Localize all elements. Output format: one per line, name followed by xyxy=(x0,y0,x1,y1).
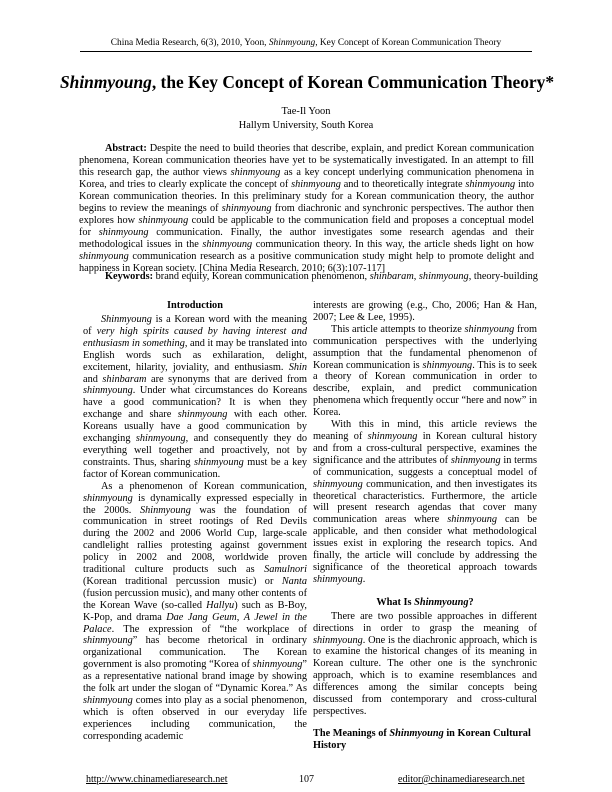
heading-text: in Korean Cultural History xyxy=(313,727,531,751)
intro-text: . Under what circumstances do Koreans have a good communication? It is when they exchange and share xyxy=(83,385,307,421)
author-name: Tae-Il Yoon xyxy=(281,106,331,117)
abstract-term: shinmyoung xyxy=(138,214,189,226)
body-paragraph-outline xyxy=(313,419,537,586)
abstract-text: Despite the need to build theories that describe, explain, and predict Korean communication phenomena, Korean communication theories have yet to be systematically investigated. In an attempt to fill this research gap, the author views xyxy=(79,143,534,178)
body-text: There are two possible approaches in different directions in order to grasp the meaning of xyxy=(313,610,537,634)
intro-term: Shin xyxy=(288,361,307,373)
body-text: in terms of communication, suggests a conceptual model of xyxy=(313,454,537,478)
body-text: . This is to seek a theory of Korean communication in order to describe, explain, and predict communication phenomena which frequently occur “here and now” in Korea. xyxy=(313,359,538,419)
body-term: shinmyoung xyxy=(450,454,501,466)
body-term: shinmyoung xyxy=(313,478,363,490)
abstract-term: shinmyoung xyxy=(291,178,341,190)
intro-term: Nanta xyxy=(281,575,307,587)
body-text: . xyxy=(362,573,366,585)
section-heading-introduction: Introduction xyxy=(167,300,223,311)
intro-text: is a Korean word with the meaning of xyxy=(83,314,307,337)
title-rest: , the Key Concept of Korean Communication Theory* xyxy=(151,72,555,92)
keywords-text: , theory-building xyxy=(468,271,538,282)
right-column xyxy=(313,300,537,754)
intro-text: , and consequently they do everything well together and proactively, not by constraints. Thus, sharing xyxy=(83,433,307,468)
body-text: in Korean cultural history and from a cross-cultural perspective, examines the significance and the attributes of xyxy=(313,430,537,466)
intro-term: Dae Jang Geum xyxy=(166,611,237,623)
keywords-label: Keywords: xyxy=(105,271,154,282)
intro-term: shinmyoung xyxy=(177,409,228,421)
header-rule xyxy=(80,51,532,52)
abstract-text: into Korean communication theories. In this preliminary study for a Korean communication theory, the author begins to review the meanings of xyxy=(79,178,535,214)
intro-term: shinbaram xyxy=(102,373,147,385)
body-text: This article attempts to theorize xyxy=(331,323,465,335)
running-head xyxy=(70,37,542,49)
intro-text: is dynamically expressed especially in the 2000s. xyxy=(83,492,307,516)
intro-term: shinmyoung xyxy=(135,433,186,445)
intro-term: very high spirits caused by having interest and enthusiasm in something xyxy=(83,325,307,349)
body-term: shinmyoung xyxy=(464,323,515,335)
intro-term: Samulnori xyxy=(264,564,307,576)
abstract-text: communication research as a positive communication study might help to promote delight and happiness in Korean society. [China Media Research. 2010; 6(3):107-117] xyxy=(79,250,534,274)
body-term: shinmyoung xyxy=(422,359,473,371)
page-number: 107 xyxy=(299,774,314,785)
abstract-text: and to theoretically integrate xyxy=(340,178,466,190)
heading-text: What Is xyxy=(376,596,415,608)
body-term: shinmyoung xyxy=(313,634,363,646)
body-term: shinmyoung xyxy=(367,430,418,442)
left-column xyxy=(83,300,307,743)
abstract-term: shinmyoung xyxy=(465,178,516,190)
keywords-term: shinmyoung xyxy=(418,271,469,282)
abstract-text: could be applicable to the communication field and proposes a conceptual model for xyxy=(79,214,535,238)
keywords-term: shinbaram xyxy=(369,271,414,282)
intro-term: shinmyoung xyxy=(83,695,133,706)
intro-text: with each other. Koreans usually have a good communication by exchanging xyxy=(83,409,307,445)
abstract-term: shinmyoung xyxy=(98,226,149,238)
body-text: communication, and then investigates its theoretical characteristics. Furthermore, the article will present research agendas that cover many communication areas where xyxy=(313,478,537,526)
intro-term: A Jewel in the Palace xyxy=(83,611,308,635)
intro-paragraph-2 xyxy=(83,481,307,743)
intro-text: As a phenomenon of Korean communication, xyxy=(101,480,307,492)
intro-term: shinmyoung xyxy=(194,456,244,468)
intro-term: Shinmyoung xyxy=(139,504,191,516)
intro-term: shinmyoung xyxy=(83,385,133,397)
author-affiliation: Hallym University, South Korea xyxy=(238,120,374,131)
footer-website-link[interactable]: http://www.chinamediaresearch.net xyxy=(86,774,228,785)
intro-text: must be a key factor of Korean communication. xyxy=(83,456,308,480)
paper-title xyxy=(60,72,555,92)
intro-text: (Korean traditional percussion music) or xyxy=(83,575,282,587)
heading-text: ? xyxy=(468,596,474,608)
keywords-text: brand equity, Korean communication phenomenon, xyxy=(153,271,370,282)
body-text: With this in mind, this article reviews the meaning of xyxy=(313,419,537,442)
abstract-text: communication theory. In this way, the article sheds light on how xyxy=(252,238,534,250)
abstract-label: Abstract: xyxy=(105,143,147,154)
intro-text: ” has become rhetorical in ordinary organizational communication. The Korean government is also promoting “Korea of xyxy=(83,635,307,671)
intro-term: shinmyoung xyxy=(252,659,303,671)
intro-text: (fusion percussion music), and many other contents of the Korean Wave (so-called xyxy=(83,587,307,611)
abstract-text: from diachronic and synchronic perspectives. The author then explores how xyxy=(79,202,534,226)
abstract-term: shinmyoung xyxy=(221,202,272,214)
intro-paragraph-1 xyxy=(83,314,307,481)
body-paragraph-continued: interests are growing (e.g., Cho, 2006; Han & Han, 2007; Lee & Lee, 1995). xyxy=(313,300,537,323)
abstract-text: communication. Finally, the author investigates some research agendas and their methodological issues in the xyxy=(79,226,534,250)
keywords xyxy=(79,271,538,283)
abstract-term: shinmyoung xyxy=(230,166,281,178)
running-head-text: , Key Concept of Korean Communication Theory xyxy=(315,38,502,48)
intro-text: ” as a representative national brand image by showing the folk art under the slogan of “Dynamic Korea.” As xyxy=(83,659,307,695)
section-heading-what-is-shinmyoung xyxy=(313,597,537,609)
intro-text: comes into play as a social phenomenon, which is often observed in our everyday life experiences including communication, the corresponding academic xyxy=(83,695,307,742)
body-paragraph-approaches xyxy=(313,611,537,718)
title-term: Shinmyoung xyxy=(60,72,152,92)
running-head-term: Shinmyoung xyxy=(268,38,316,48)
heading-term: Shinmyoung xyxy=(389,727,444,739)
abstract-text: as a key concept underlying communication phenomena in Korea, and tries to clearly explicate the concept of xyxy=(79,166,534,190)
abstract-term: shinmyoung xyxy=(202,238,253,250)
intro-text: , xyxy=(236,611,244,623)
keywords-text: , xyxy=(413,271,419,282)
intro-text: . The expression of “the workplace of xyxy=(111,623,307,635)
intro-text: was the foundation of communication in street rootings of Red Devils during the 2002 and 2006 World Cup, large-scale candlelight rallies protesting against government policy in 2002 and 2008, worldwide proven traditional culture products such as xyxy=(83,504,307,576)
abstract xyxy=(79,143,534,274)
body-text: can be applicable, and then consider what methodological issues exist in exploring the research topics. And finally, the article will conclude by addressing the significance of the theoretical approach towards xyxy=(313,514,538,573)
intro-term: shinmyoung xyxy=(83,635,133,647)
body-paragraph-aim xyxy=(313,324,537,419)
heading-term: Shinmyoung xyxy=(414,596,469,608)
body-text: . One is the diachronic approach, which is to examine the historical changes of its meaning in Korean culture. The other one is the synchronic approach, which is to examine resemblances and differences among the similar concepts being discussed from contemporary and cross-cultural perspectives. xyxy=(313,634,537,717)
section-heading-meanings xyxy=(313,728,537,752)
running-head-text: China Media Research, 6(3), 2010, Yoon, xyxy=(110,38,269,48)
intro-text: , and it may be translated into English words such as exhilaration, delight, excitement, hilarity, joviality, and enthusiasm. xyxy=(83,337,307,373)
body-text: from communication perspectives with the underlying assumption that the fundamental phenomenon of Korean communication is xyxy=(313,323,537,371)
body-term: shinmyoung xyxy=(313,573,363,585)
intro-term: Shinmyoung xyxy=(101,314,152,325)
abstract-term: shinmyoung xyxy=(79,250,129,262)
intro-text: and xyxy=(83,373,103,385)
intro-text: ) such as B-Boy, K-Pop, and drama xyxy=(83,599,307,623)
intro-text: are synonyms that are derived from xyxy=(146,373,307,385)
body-term: shinmyoung xyxy=(447,514,498,526)
footer-email-link[interactable]: editor@chinamediaresearch.net xyxy=(398,774,525,785)
intro-term: shinmyoung xyxy=(83,492,133,504)
heading-text: The Meanings of xyxy=(313,727,390,739)
intro-term: Hallyu xyxy=(206,599,235,611)
